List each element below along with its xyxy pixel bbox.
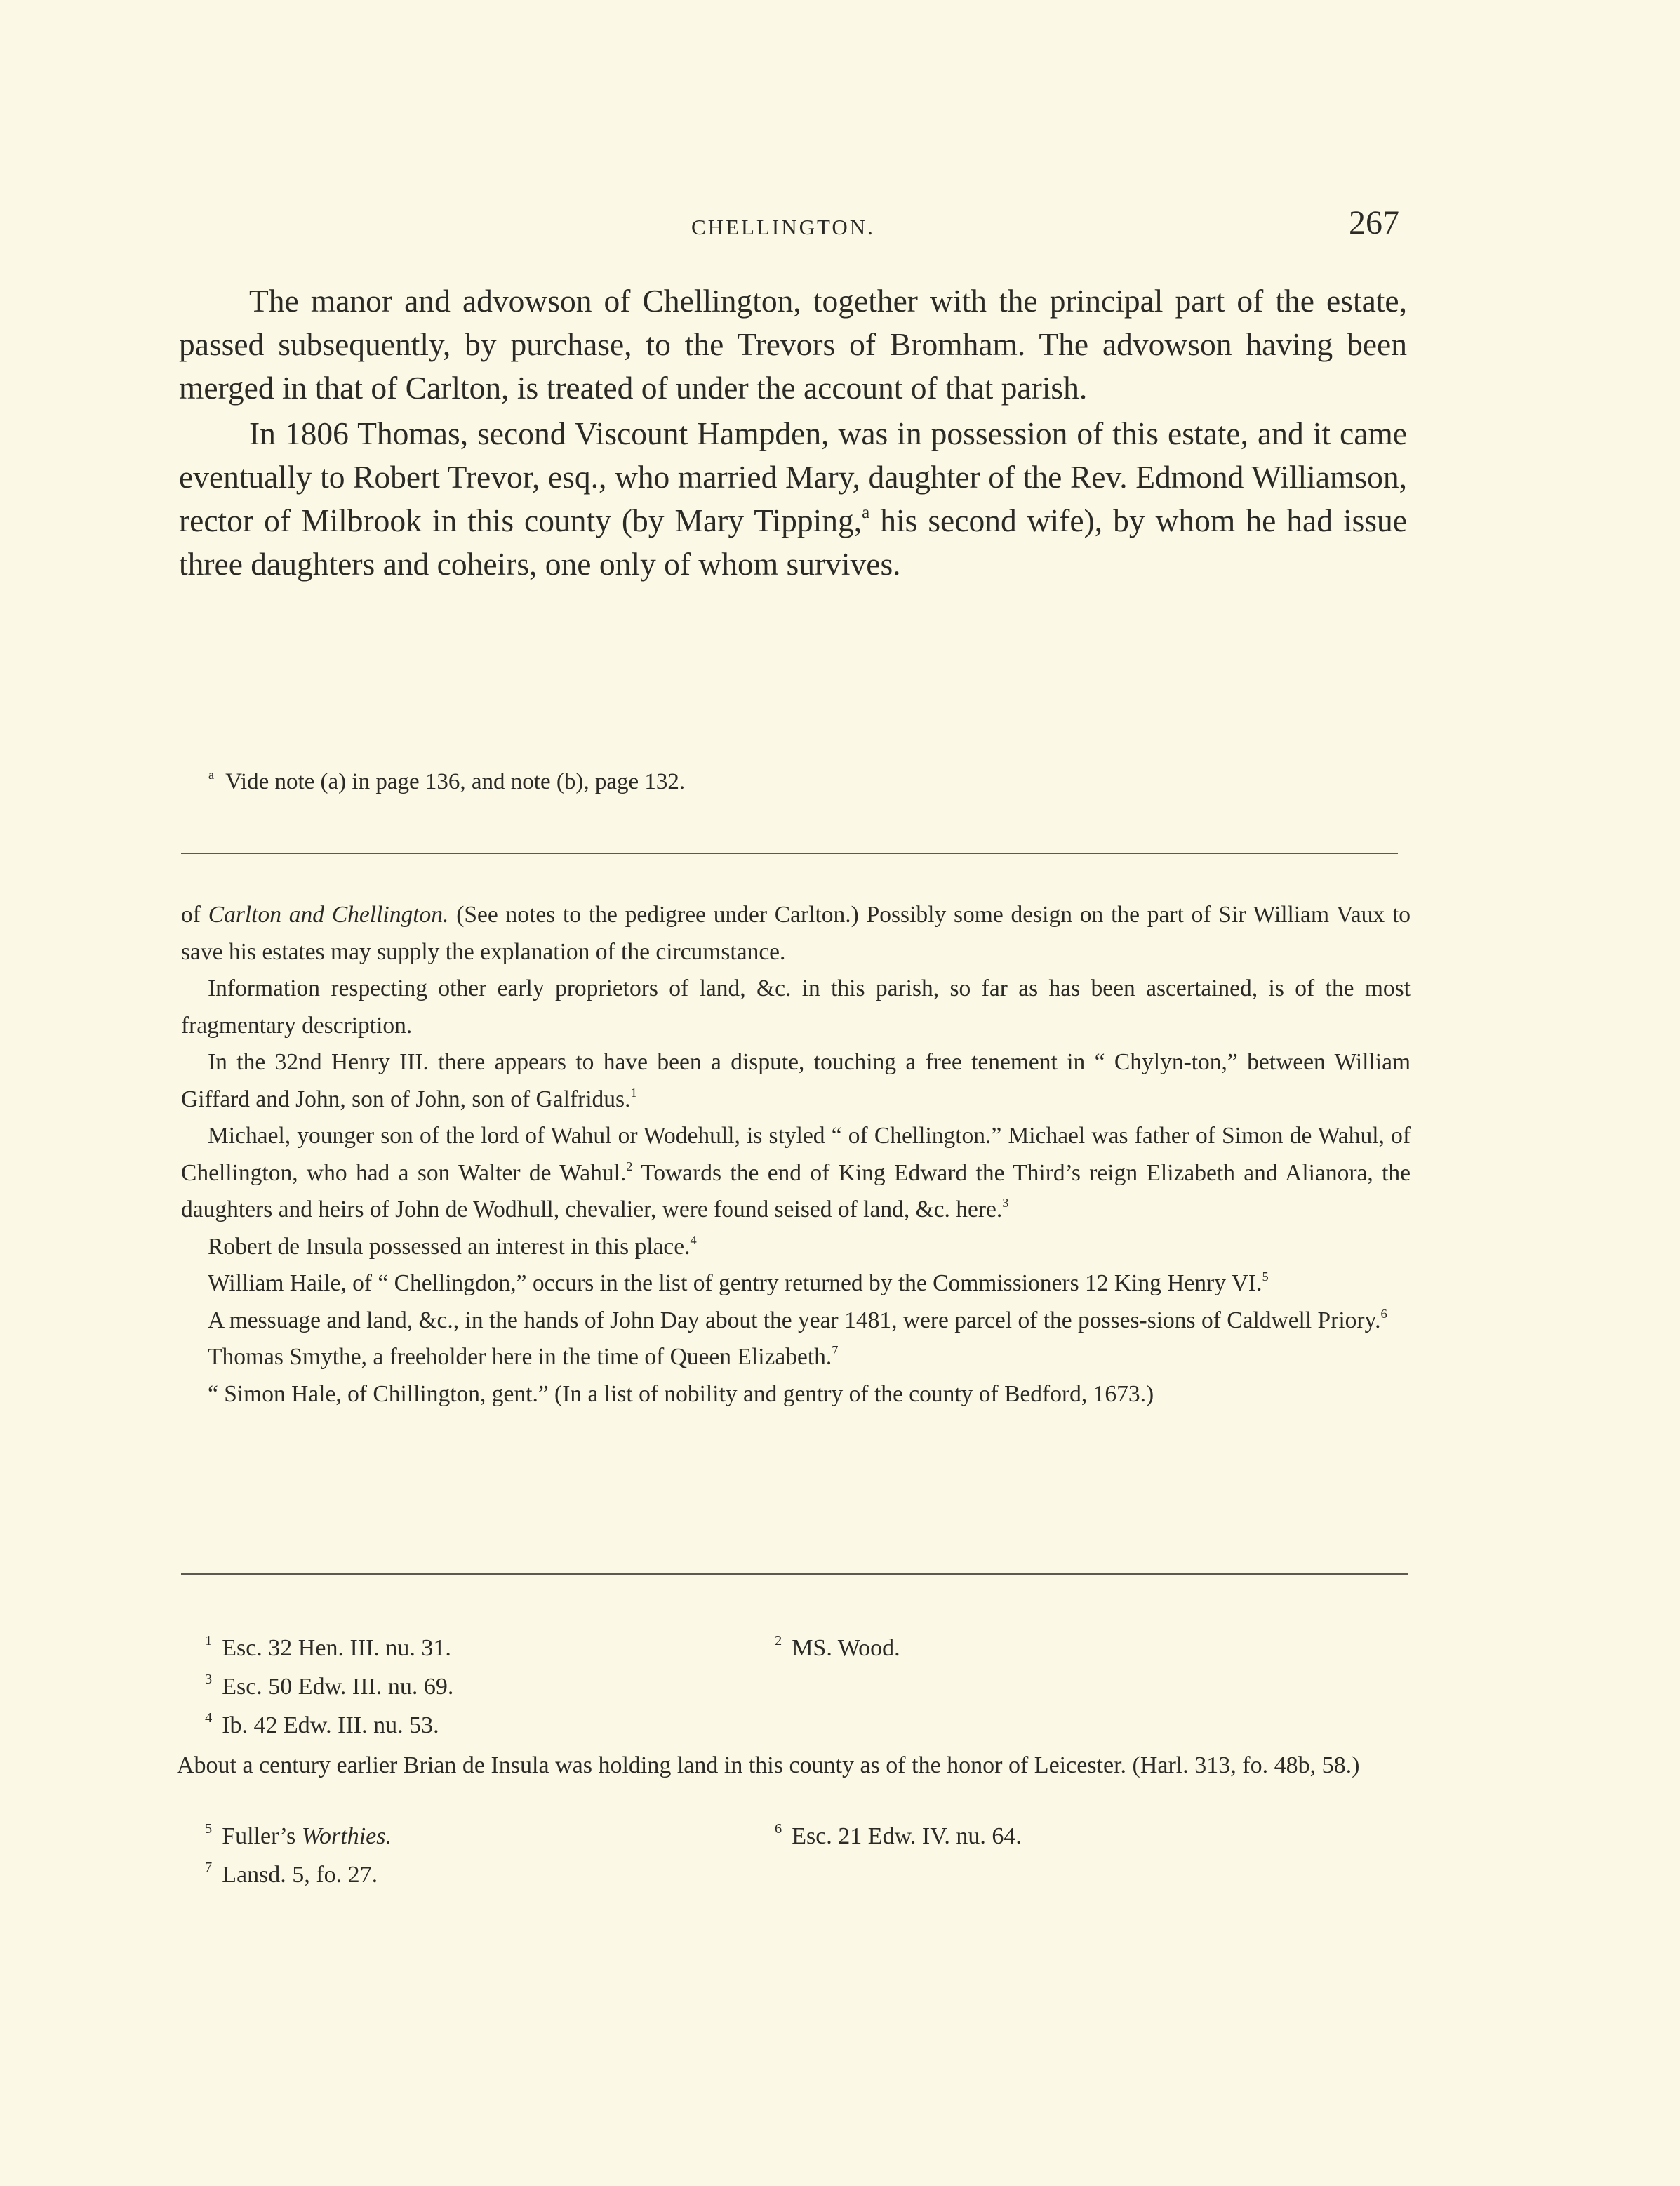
footnote-5-text: Fuller’s (222, 1823, 302, 1849)
footnote-6-text: Esc. 21 Edw. IV. nu. 64. (792, 1823, 1022, 1849)
notes-paragraph-6-text: William Haile, of “ Chellingdon,” occurs in the list of gentry returned by the Commissioners 12 King Henry VI. (208, 1270, 1262, 1296)
footnote-4-text: Ib. 42 Edw. III. nu. 53. (222, 1712, 439, 1738)
notes-paragraph-3 (181, 1044, 1411, 1118)
footnote-7-text: Lansd. 5, fo. 27. (222, 1862, 378, 1888)
notes-italic-title: Carlton and Chellington. (208, 902, 449, 928)
footnote-7-mark: 7 (205, 1859, 213, 1875)
footnote-7-ref: 7 (832, 1343, 839, 1358)
main-paragraph-2 (179, 412, 1407, 586)
footnote-4-note: About a century earlier Brian de Insula was holding land in this county as of the honor of Leicester. (Harl. 313, fo. 48b, 58.) (177, 1752, 1360, 1778)
footnote-3-text: Esc. 50 Edw. III. nu. 69. (222, 1674, 454, 1700)
notes-paragraph-7-text: A messuage and land, &c., in the hands of John Day about the year 1481, were parcel of the posses-sions of Caldwell Priory. (208, 1307, 1381, 1333)
footnote-1-mark: 1 (205, 1632, 213, 1648)
footnote-6-ref: 6 (1380, 1306, 1387, 1321)
footnote-2-ref: 2 (626, 1159, 633, 1173)
footnote-5 (205, 1820, 392, 1850)
footnote-3-ref: 3 (1002, 1196, 1009, 1211)
notes-paragraph-9: “ Simon Hale, of Chillington, gent.” (In a list of nobility and gentry of the county of Bedford, 1673.) (208, 1380, 1154, 1407)
notes-paragraph-5-text: Robert de Insula possessed an interest in this place. (208, 1233, 691, 1260)
footnote-5-italic: Worthies. (301, 1823, 392, 1849)
footnote-2-text: MS. Wood. (792, 1635, 900, 1661)
footnote-3-mark: 3 (205, 1671, 213, 1687)
footnote-4-ref: 4 (690, 1232, 697, 1247)
separator-rule (181, 853, 1398, 854)
notes-paragraph-2: Information respecting other early proprietors of land, &c. in this parish, so far as has been ascertained, is of the most fragmentary description. (181, 975, 1411, 1039)
footnote-4 (205, 1712, 439, 1739)
footnote-6-mark: 6 (775, 1820, 782, 1837)
footnote-4-mark: 4 (205, 1710, 213, 1726)
main-paragraph-1: The manor and advowson of Chellington, together with the principal part of the estate, passed subsequently, by purchase, to the Trevors of Bromham. The advowson having been merged in that of Carlton, is treated of under the account of that parish. (179, 283, 1407, 406)
footnote-rule (181, 1573, 1408, 1575)
footnote-a-text: Vide note (a) in page 136, and note (b), page 132. (225, 769, 686, 794)
notes-paragraph-5 (181, 1229, 1411, 1266)
notes-paragraph-6 (181, 1265, 1411, 1302)
footnote-1-text: Esc. 32 Hen. III. nu. 31. (222, 1635, 451, 1661)
notes-paragraph-4 (181, 1118, 1411, 1229)
footnote-1-ref: 1 (630, 1085, 637, 1100)
notes-paragraph-4-text-a: Michael, younger son of the lord of Wahul or Wodehull, is styled “ of Chellington.” Michael was father of Simon de Wahul, of Chellington, who had a son Walter de Wahul. (181, 1123, 1411, 1186)
footnote-a (208, 769, 685, 795)
notes-paragraph-8 (181, 1339, 1411, 1376)
notes-paragraph-7 (181, 1302, 1411, 1340)
notes-paragraph-8-text: Thomas Smythe, a freeholder here in the time of Queen Elizabeth. (208, 1344, 832, 1370)
page-number: 267 (1349, 204, 1399, 241)
notes-paragraph-4-text-b: Towards the end of King Edward the Third’s reign Elizabeth and Alianora, the daughters and heirs of John de Wodhull, chevalier, were found seised of land, &c. here. (181, 1159, 1411, 1222)
running-title: CHELLINGTON. (691, 215, 875, 239)
notes-paragraph-3-text: In the 32nd Henry III. there appears to have been a dispute, touching a free tenement in “ Chylyn-ton,” between William Giffard and John, son of John, son of Galfridus. (181, 1049, 1411, 1112)
footnote-6 (775, 1820, 1022, 1850)
notes-paragraph-1 (181, 897, 1411, 971)
footnote-3 (205, 1671, 454, 1700)
notes-paragraph-1-rest: (See notes to the pedigree under Carlton.) Possibly some design on the part of Sir William Vaux to save his estates may supply the explanation of the circumstance. (181, 902, 1411, 965)
footnote-5-mark: 5 (205, 1820, 213, 1837)
main-paragraph-2-text-a: In 1806 Thomas, second Viscount Hampden, was in possession of this estate, and it came eventually to Robert Trevor, esq., who married Mary, daughter of the Rev. Edmond Williamson, rector of Milbrook in this county (by Mary Tipping, (179, 415, 1407, 538)
continued-notes (181, 897, 1411, 1413)
main-text (179, 279, 1407, 586)
footnote-2-mark: 2 (775, 1632, 782, 1648)
footnote-2 (775, 1632, 900, 1662)
footnote-1 (205, 1632, 451, 1662)
notes-lead: of (181, 902, 208, 928)
footnote-7 (205, 1859, 378, 1888)
main-paragraph-2-text-b: his second wife), by whom he had issue three daughters and coheirs, one only of whom survives. (179, 502, 1407, 582)
footnote-5-ref: 5 (1262, 1269, 1269, 1284)
footnote-a-mark: a (208, 768, 215, 782)
footnote-a-ref: a (862, 503, 870, 523)
